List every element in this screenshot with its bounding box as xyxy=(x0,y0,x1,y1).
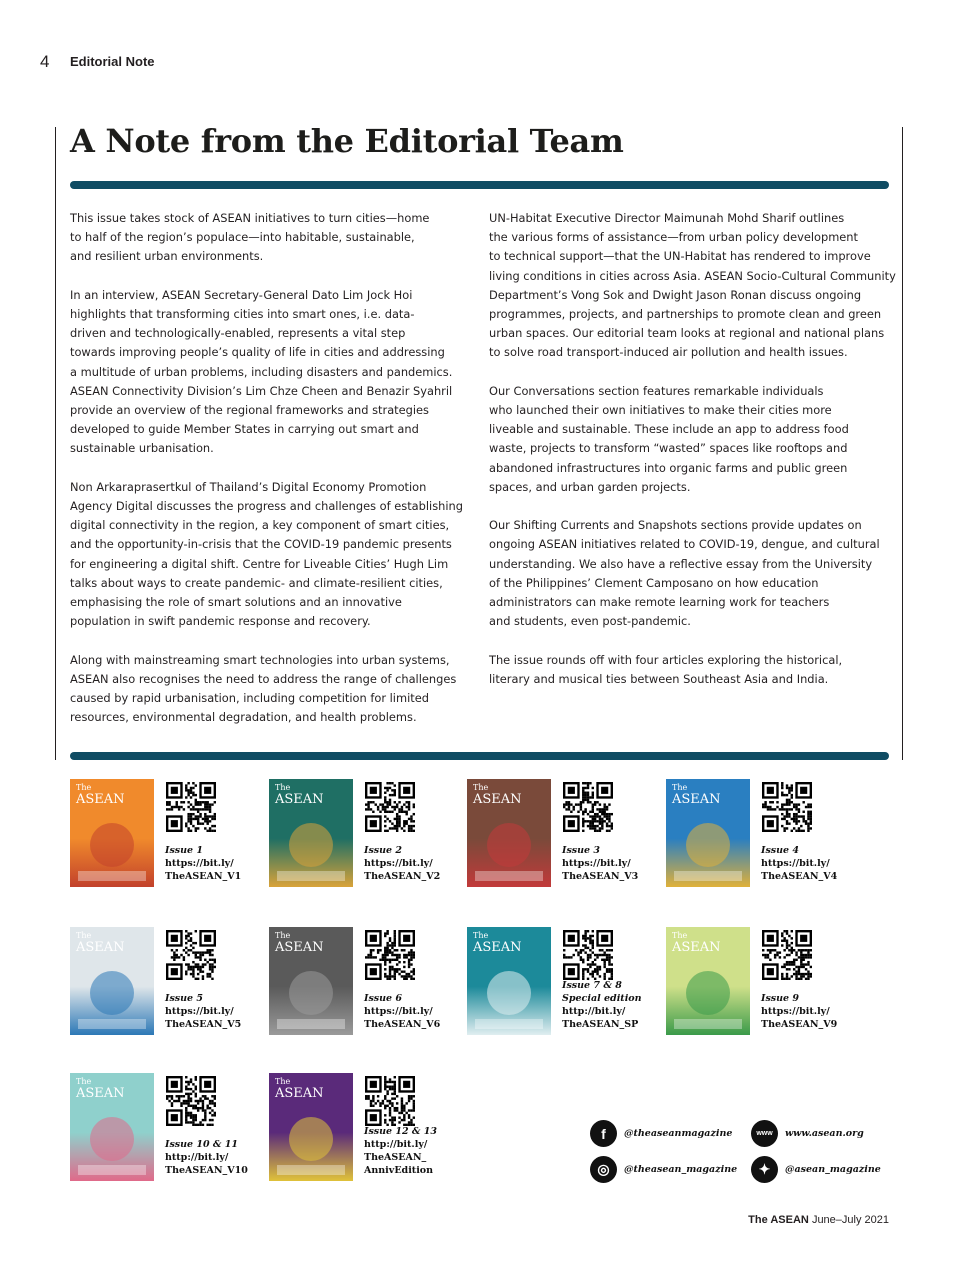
social-handle[interactable]: www.asean.org xyxy=(785,1128,864,1139)
cover-illustration xyxy=(269,1073,353,1181)
issue-link[interactable]: TheASEAN_V9 xyxy=(761,1019,838,1030)
cover-illustration xyxy=(70,927,154,1035)
issue-number: Issue 4 xyxy=(761,845,800,856)
body-paragraph xyxy=(70,209,470,267)
body-line: driven and technologically-enabled, represents a vital step xyxy=(70,326,406,341)
issue-cover-image[interactable] xyxy=(269,927,353,1035)
body-line: Non Arkaraprasertkul of Thailand’s Digital Economy Promotion xyxy=(70,479,427,494)
qr-code[interactable] xyxy=(762,930,812,980)
body-line: and the opportunity-in-crisis that the COVID-19 pandemic presents xyxy=(70,537,452,552)
body-line: living conditions in cities across Asia. ASEAN Socio-Cultural Community xyxy=(489,268,896,283)
page-number: 4 xyxy=(40,52,50,71)
issue-label xyxy=(165,992,241,1031)
issue-link[interactable]: TheASEAN_V10 xyxy=(165,1165,248,1176)
issue-label xyxy=(761,844,837,883)
body-paragraph xyxy=(70,478,470,632)
issue-link[interactable]: https://bit.ly/ xyxy=(761,858,830,869)
issue-link[interactable]: AnnivEdition xyxy=(364,1165,434,1176)
cover-illustration xyxy=(70,1073,154,1181)
cover-illustration xyxy=(666,779,750,887)
facebook-icon[interactable]: f xyxy=(590,1120,617,1147)
issue-link[interactable]: https://bit.ly/ xyxy=(165,858,234,869)
body-line: administrators can make remote learning work for teachers xyxy=(489,595,830,610)
issue-link[interactable]: TheASEAN_V6 xyxy=(364,1019,441,1030)
cover-logo: The ASEAN xyxy=(672,931,721,955)
issue-number: Issue 3 xyxy=(562,845,601,856)
cover-logo: The ASEAN xyxy=(275,783,324,807)
footer-date: June–July 2021 xyxy=(811,1214,889,1226)
qr-code[interactable] xyxy=(166,1076,216,1126)
frame-right-border xyxy=(902,127,903,760)
issue-link[interactable]: http://bit.ly/ xyxy=(364,1139,428,1150)
cover-logo: The ASEAN xyxy=(672,783,721,807)
issue-label xyxy=(364,844,440,883)
issue-label xyxy=(364,1125,437,1177)
qr-code[interactable] xyxy=(563,930,613,980)
issue-cover-image[interactable] xyxy=(70,1073,154,1181)
social-handle[interactable]: @theasean_magazine xyxy=(624,1164,738,1175)
issue-link[interactable]: https://bit.ly/ xyxy=(364,858,433,869)
body-line: waste, projects to transform “wasted” spaces like rooftops and xyxy=(489,441,848,456)
qr-code[interactable] xyxy=(762,782,812,832)
body-line: a multitude of urban problems, including disasters and pandemics. xyxy=(70,364,453,379)
body-line: towards improving people’s quality of life in cities and addressing xyxy=(70,345,445,360)
issue-label xyxy=(364,992,440,1031)
body-line: caused by rapid urbanisation, including competition for limited xyxy=(70,691,429,706)
body-line: programmes, projects, and partnerships to promote clean and green xyxy=(489,307,882,322)
body-line: emphasising the role of smart solutions and an innovative xyxy=(70,595,402,610)
body-line: This issue takes stock of ASEAN initiatives to turn cities—home xyxy=(70,211,430,225)
body-line: abandoned infrastructures into organic farms and public green xyxy=(489,460,848,475)
body-line: liveable and sustainable. These include an app to address food xyxy=(489,422,849,437)
social-handle[interactable]: @asean_magazine xyxy=(785,1164,881,1175)
issue-cover-image[interactable] xyxy=(666,779,750,887)
cover-logo: The ASEAN xyxy=(473,783,522,807)
cover-logo: The ASEAN xyxy=(275,931,324,955)
issue-cover-image[interactable] xyxy=(666,927,750,1035)
issue-link[interactable]: https://bit.ly/ xyxy=(165,1006,234,1017)
twitter-icon[interactable]: ✦ xyxy=(751,1156,778,1183)
issue-label xyxy=(562,979,642,1031)
body-line: developed to guide Member States in carrying out smart and xyxy=(70,422,419,437)
page-title: A Note from the Editorial Team xyxy=(70,122,624,160)
body-line: provide an overview of the regional frameworks and strategies xyxy=(70,403,429,418)
cover-logo: The ASEAN xyxy=(275,1077,324,1101)
issue-number: Issue 1 xyxy=(165,845,204,856)
body-line: and students, even post-pandemic. xyxy=(489,614,691,629)
cover-logo: The ASEAN xyxy=(76,1077,125,1101)
issue-link[interactable]: http://bit.ly/ xyxy=(562,1006,626,1017)
issue-number: Issue 2 xyxy=(364,845,403,856)
body-line: highlights that transforming cities into smart ones, i.e. data- xyxy=(70,307,415,321)
cover-illustration xyxy=(269,927,353,1035)
issue-number: Issue 12 & 13 xyxy=(364,1126,438,1137)
body-line: to technical support—that the UN-Habitat has rendered to improve xyxy=(489,249,871,264)
issue-link[interactable]: http://bit.ly/ xyxy=(165,1152,229,1163)
issue-label xyxy=(165,1138,248,1177)
website-icon[interactable]: www xyxy=(751,1120,778,1147)
issue-link[interactable]: https://bit.ly/ xyxy=(761,1006,830,1017)
issue-number: Special edition xyxy=(562,993,642,1004)
body-line: The issue rounds off with four articles exploring the historical, xyxy=(489,652,843,667)
body-line: In an interview, ASEAN Secretary-General Dato Lim Jock Hoi xyxy=(70,287,413,302)
section-label: Editorial Note xyxy=(70,54,155,69)
body-paragraph xyxy=(70,286,470,459)
body-paragraph xyxy=(489,516,894,631)
body-paragraph xyxy=(489,651,894,689)
body-line: talks about ways to create pandemic- and climate-resilient cities, xyxy=(70,575,443,590)
cover-illustration xyxy=(467,927,551,1035)
body-line: the various forms of assistance—from urban policy development xyxy=(489,230,858,245)
body-line: Our Conversations section features remarkable individuals xyxy=(489,383,824,398)
cover-illustration xyxy=(666,927,750,1035)
qr-code[interactable] xyxy=(166,782,216,832)
body-divider xyxy=(70,752,889,760)
issue-number: Issue 9 xyxy=(761,993,800,1004)
qr-code[interactable] xyxy=(365,782,415,832)
cover-logo: The ASEAN xyxy=(76,783,125,807)
body-line: and resilient urban environments. xyxy=(70,249,264,264)
body-paragraph xyxy=(489,209,894,363)
issue-cover-image[interactable] xyxy=(467,779,551,887)
frame-left-border xyxy=(55,127,56,760)
body-line: literary and musical ties between Southeast Asia and India. xyxy=(489,671,829,686)
body-line: ongoing ASEAN initiatives related to COVID-19, dengue, and cultural xyxy=(489,537,880,552)
issue-cover-image[interactable] xyxy=(467,927,551,1035)
issue-cover-image[interactable] xyxy=(70,779,154,887)
issue-label xyxy=(562,844,638,883)
body-line: of the Philippines’ Clement Camposano on how education xyxy=(489,575,819,590)
body-line: Our Shifting Currents and Snapshots sections provide updates on xyxy=(489,518,862,533)
body-line: Agency Digital discusses the progress and challenges of establishing xyxy=(70,499,463,514)
footer-brand: The ASEAN xyxy=(748,1214,809,1226)
body-line: sustainable urbanisation. xyxy=(70,441,214,456)
body-line: understanding. We also have a reflective essay from the University xyxy=(489,556,873,571)
body-line: Along with mainstreaming smart technologies into urban systems, xyxy=(70,652,450,667)
body-line: for engineering a digital shift. Centre for Liveable Cities’ Hugh Lim xyxy=(70,556,449,571)
body-line: ASEAN Connectivity Division’s Lim Chze Cheen and Benazir Syahril xyxy=(70,383,453,398)
body-line: UN-Habitat Executive Director Maimunah Mohd Sharif outlines xyxy=(489,211,845,225)
qr-code[interactable] xyxy=(365,930,415,980)
body-line: Department’s Vong Sok and Dwight Jason Ronan discuss ongoing xyxy=(489,287,862,302)
cover-logo: The ASEAN xyxy=(473,931,522,955)
qr-code[interactable] xyxy=(365,1076,415,1126)
page-footer xyxy=(748,1214,889,1226)
social-handle[interactable]: @theaseanmagazine xyxy=(624,1128,733,1139)
issue-link[interactable]: TheASEAN_SP xyxy=(562,1019,639,1030)
instagram-icon[interactable]: ◎ xyxy=(590,1156,617,1183)
issue-number: Issue 10 & 11 xyxy=(165,1139,239,1150)
body-line: ASEAN also recognises the need to address the range of challenges xyxy=(70,671,457,686)
cover-illustration xyxy=(269,779,353,887)
cover-logo: The ASEAN xyxy=(76,931,125,955)
qr-code[interactable] xyxy=(563,782,613,832)
issue-number: Issue 6 xyxy=(364,993,403,1004)
issue-link[interactable]: TheASEAN_V3 xyxy=(562,871,639,882)
issue-link[interactable]: TheASEAN_V2 xyxy=(364,871,441,882)
issue-link[interactable]: TheASEAN_ xyxy=(364,1152,427,1163)
issue-cover-image[interactable] xyxy=(269,779,353,887)
body-line: spaces, and urban garden projects. xyxy=(489,479,691,494)
title-divider xyxy=(70,181,889,189)
issue-link[interactable]: TheASEAN_V4 xyxy=(761,871,838,882)
body-line: resources, environmental degradation, and health problems. xyxy=(70,710,417,725)
issue-link[interactable]: https://bit.ly/ xyxy=(562,858,631,869)
body-line: to half of the region’s populace—into habitable, sustainable, xyxy=(70,230,415,245)
issue-cover-image[interactable] xyxy=(70,927,154,1035)
body-paragraph xyxy=(70,651,470,728)
issue-link[interactable]: TheASEAN_V1 xyxy=(165,871,242,882)
body-line: who launched their own initiatives to make their cities more xyxy=(489,403,832,418)
qr-code[interactable] xyxy=(166,930,216,980)
issue-link[interactable]: https://bit.ly/ xyxy=(364,1006,433,1017)
issue-link[interactable]: TheASEAN_V5 xyxy=(165,1019,242,1030)
body-line: urban spaces. Our editorial team looks at regional and national plans xyxy=(489,326,885,341)
body-line: to solve road transport-induced air pollution and health issues. xyxy=(489,345,848,360)
cover-illustration xyxy=(70,779,154,887)
issue-label xyxy=(761,992,837,1031)
body-column-left xyxy=(70,209,470,747)
body-line: digital connectivity in the region, a key component of smart cities, xyxy=(70,518,450,533)
body-paragraph xyxy=(489,382,894,497)
issue-label xyxy=(165,844,241,883)
body-line: population in swift pandemic response and recovery. xyxy=(70,614,371,629)
cover-illustration xyxy=(467,779,551,887)
issue-number: Issue 7 & 8 xyxy=(562,980,622,991)
issue-number: Issue 5 xyxy=(165,993,204,1004)
issue-cover-image[interactable] xyxy=(269,1073,353,1181)
body-column-right xyxy=(489,209,894,708)
